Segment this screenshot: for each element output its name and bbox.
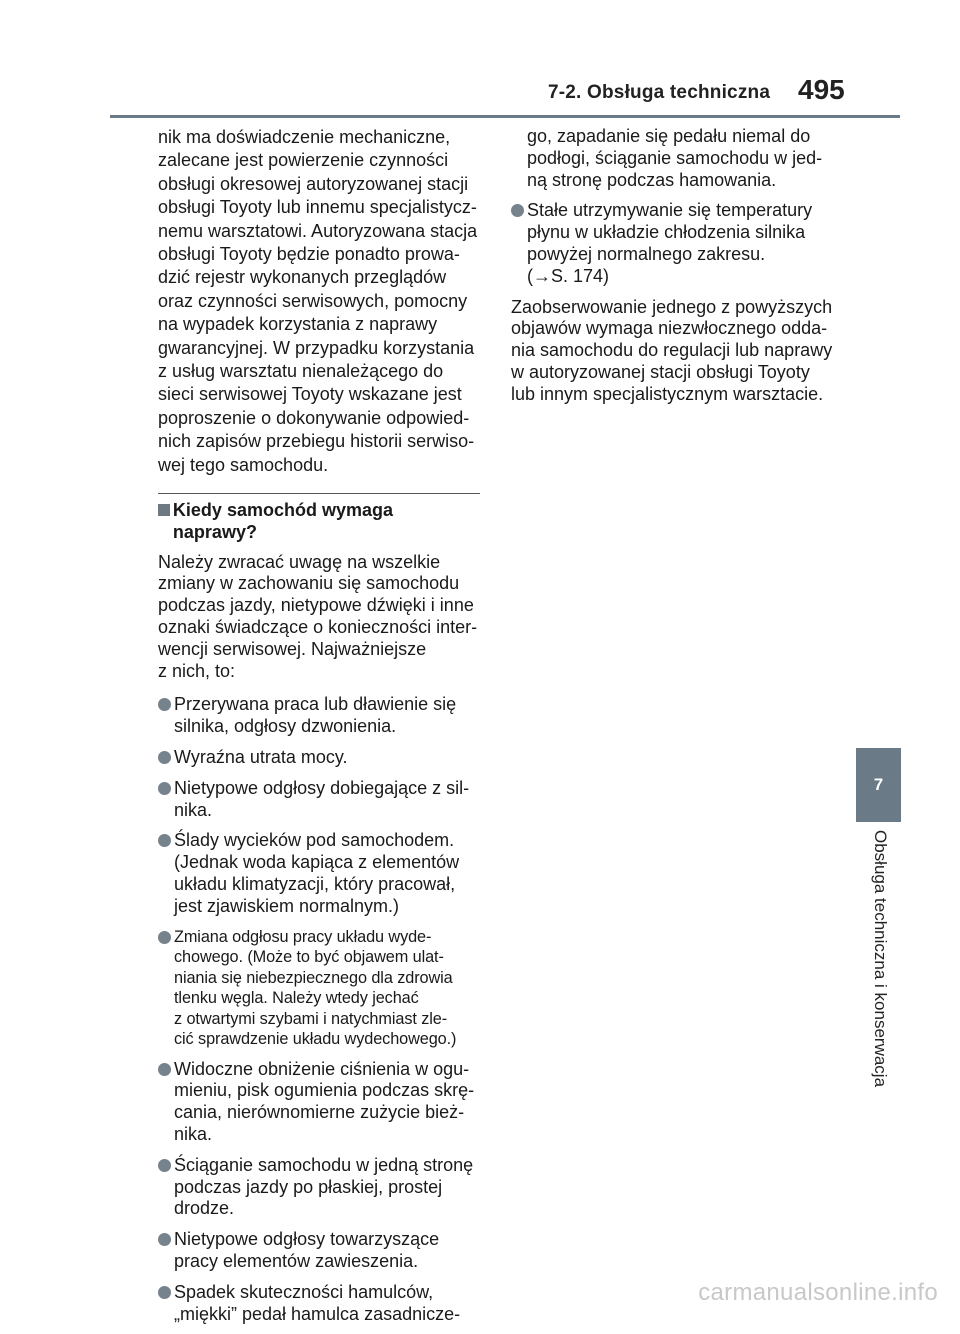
bullet-dot-icon — [158, 751, 171, 764]
list-item-text: Wyraźna utrata mocy. — [174, 747, 348, 768]
closing-paragraph: Zaobserwowanie jednego z powyższych objawów wymaga niezwłocznego odda- nia samochodu do regulacji lub naprawy w autoryzowanej stacji obsługi Toyoty lub innym specjalistycznym warsztacie. — [511, 296, 833, 404]
bullet-dot-icon — [158, 698, 171, 711]
list-item-text: Nietypowe odgłosy dobiegające z sil- nika. — [174, 777, 470, 820]
list-item-text: Stałe utrzymywanie się temperatury płynu w układzie chłodzenia silnika powyżej normalnego zakresu. (→S. 174) — [527, 200, 813, 286]
bullet-dot-icon — [158, 834, 171, 847]
section-heading-text: Kiedy samochód wymaga naprawy? — [172, 500, 393, 542]
list-item — [158, 778, 480, 822]
section-title: 7-2. Obsługa techniczna — [548, 82, 771, 103]
list-item-text: Ściąganie samochodu w jedną stronę podczas jazdy po płaskiej, prostej drodze. — [174, 1154, 474, 1219]
continued-list-text: go, zapadanie się pedału niemal do podłogi, ściąganie samochodu w jed- ną stronę podczas hamowania. — [527, 126, 823, 190]
list-item — [511, 200, 833, 287]
bullet-dot-icon — [158, 1063, 171, 1076]
bullet-dot-icon — [158, 931, 171, 944]
bullet-dot-icon — [158, 1286, 171, 1299]
bullet-dot-icon — [511, 204, 524, 217]
chapter-label: Obsługa techniczna i konserwacja — [871, 830, 890, 1088]
left-column — [158, 126, 480, 1334]
page-number: 495 — [798, 74, 845, 105]
chapter-number: 7 — [873, 775, 884, 794]
bullet-dot-icon — [158, 782, 171, 795]
list-item — [158, 1282, 480, 1326]
list-item — [158, 830, 480, 917]
section-divider — [158, 493, 480, 494]
list-item — [158, 694, 480, 738]
chapter-tab — [856, 748, 901, 822]
list-item — [158, 1155, 480, 1220]
list-item — [158, 747, 480, 769]
section-intro-paragraph: Należy zwracać uwagę na wszelkie zmiany w zachowaniu się samochodu podczas jazdy, nietypowe dźwięki i inne oznaki świadczące o konieczności inter- wencji serwisowej. Najważniejsze z nich, to: — [158, 551, 478, 681]
section-heading — [158, 500, 480, 544]
list-item — [158, 1059, 480, 1146]
header-divider — [110, 115, 900, 118]
list-item-text: Ślady wycieków pod samochodem. (Jednak woda kapiąca z elementów układu klimatyzacji, który pracował, jest zjawiskiem normalnym.) — [174, 830, 460, 916]
list-item-text: Widoczne obniżenie ciśnienia w ogu- mieniu, pisk ogumienia podczas skrę- cania, nierównomierne zużycie bież- nika. — [174, 1058, 475, 1145]
bullet-dot-icon — [158, 1233, 171, 1246]
list-item-text: Spadek skuteczności hamulców, „miękki” pedał hamulca zasadnicze- — [174, 1281, 461, 1324]
bullet-dot-icon — [158, 1159, 171, 1172]
square-bullet-icon — [158, 504, 170, 516]
list-item-text: Przerywana praca lub dławienie się silnika, odgłosy dzwonienia. — [174, 694, 457, 737]
list-item — [158, 1229, 480, 1273]
watermark: carmanualsonline.info — [698, 1279, 938, 1306]
intro-paragraph: nik ma doświadczenie mechaniczne, zalecane jest powierzenie czynności obsługi okresowej autoryzowanej stacji obsługi Toyoty lub innemu specjalistycz- nemu warsztatowi. Autoryzowana stacja obsługi Toyoty będzie ponadto prowa- dzić rejestr wykonanych przeglądów oraz czynności serwisowych, pomocny na wypadek korzystania z naprawy gwarancyjnej. W przypadku korzystania z usług warsztatu nienależącego do sieci serwisowej Toyoty wskazane jest poproszenie o dokonywanie odpowied- nich zapisów przebiegu historii serwiso- wej tego samochodu. — [158, 127, 478, 475]
list-item-text: Nietypowe odgłosy towarzyszące pracy elementów zawieszenia. — [174, 1229, 440, 1272]
right-column — [511, 126, 833, 418]
list-item — [158, 927, 480, 1050]
list-item-text: Zmiana odgłosu pracy układu wyde- chowego. (Może to być objawem ulat- niania się niebezpiecznego dla zdrowia tlenku węgla. Należy wtedy jechać z otwartymi szybami i natychmiast zle- cić sprawdzenie układu wydechowego.) — [174, 927, 457, 1049]
